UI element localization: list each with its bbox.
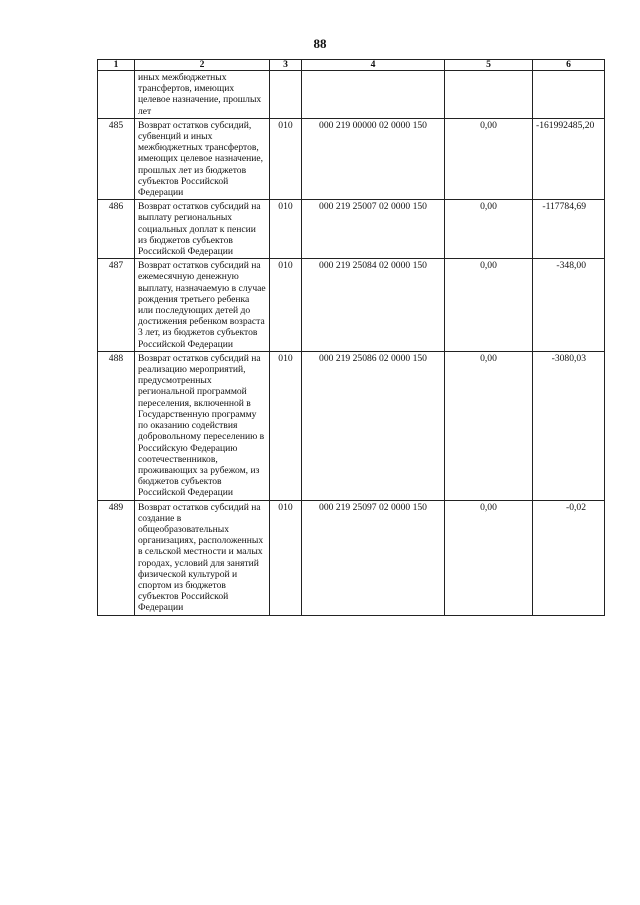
row-number: 487: [98, 259, 135, 352]
table-row: [98, 118, 605, 199]
header-col-4: 4: [302, 60, 445, 71]
row-code: 010: [270, 500, 302, 615]
row-code: 010: [270, 351, 302, 500]
row-col6: -161992485,20: [533, 118, 605, 199]
header-col-5: 5: [445, 60, 533, 71]
row-col6: -117784,69: [533, 200, 605, 259]
row-code: 010: [270, 259, 302, 352]
row-code: 010: [270, 200, 302, 259]
row-col5: 0,00: [445, 200, 533, 259]
row-kbk: 000 219 25097 02 0000 150: [302, 500, 445, 615]
budget-table: [97, 59, 605, 616]
row-name: Возврат остатков субсидий на выплату региональных социальных доплат к пенсии из бюджетов субъектов Российской Федерации: [135, 200, 270, 259]
row-col5: [445, 71, 533, 119]
row-kbk: 000 219 25086 02 0000 150: [302, 351, 445, 500]
header-col-1: 1: [98, 60, 135, 71]
row-kbk: 000 219 25007 02 0000 150: [302, 200, 445, 259]
table-row: [98, 71, 605, 119]
row-col6: -3080,03: [533, 351, 605, 500]
table-row: [98, 259, 605, 352]
row-col6: [533, 71, 605, 119]
row-col5: 0,00: [445, 259, 533, 352]
table-header-row: [98, 60, 605, 71]
row-number: [98, 71, 135, 119]
row-kbk: 000 219 25084 02 0000 150: [302, 259, 445, 352]
row-kbk: 000 219 00000 02 0000 150: [302, 118, 445, 199]
row-col5: 0,00: [445, 351, 533, 500]
header-col-3: 3: [270, 60, 302, 71]
row-name: Возврат остатков субсидий на создание в общеобразовательных организациях, расположенных в сельской местности и малых городах, условий для занятий физической культурой и спортом из бюджетов субъектов Российской Федерации: [135, 500, 270, 615]
table-row: [98, 200, 605, 259]
page-number: 88: [313, 36, 327, 51]
row-col6: -0,02: [533, 500, 605, 615]
row-number: 485: [98, 118, 135, 199]
table-row: [98, 351, 605, 500]
row-code: [270, 71, 302, 119]
header-col-6: 6: [533, 60, 605, 71]
row-number: 488: [98, 351, 135, 500]
row-name: Возврат остатков субсидий на реализацию мероприятий, предусмотренных региональной программой переселения, включенной в Государственную программу по оказанию содействия добровольному переселению в Российскую Федерацию соотечественников, проживающих за рубежом, из бюджетов субъектов Российской Федерации: [135, 351, 270, 500]
header-col-2: 2: [135, 60, 270, 71]
row-code: 010: [270, 118, 302, 199]
row-col6: -348,00: [533, 259, 605, 352]
row-col5: 0,00: [445, 500, 533, 615]
row-name: иных межбюджетных трансфертов, имеющих целевое назначение, прошлых лет: [135, 71, 270, 119]
row-kbk: [302, 71, 445, 119]
table-row: [98, 500, 605, 615]
row-number: 489: [98, 500, 135, 615]
row-name: Возврат остатков субсидий на ежемесячную денежную выплату, назначаемую в случае рождения третьего ребенка или последующих детей до достижения ребенком возраста 3 лет, из бюджетов субъектов Российской Федерации: [135, 259, 270, 352]
row-number: 486: [98, 200, 135, 259]
row-name: Возврат остатков субсидий, субвенций и иных межбюджетных трансфертов, имеющих целевое назначение, прошлых лет из бюджетов субъектов Российской Федерации: [135, 118, 270, 199]
row-col5: 0,00: [445, 118, 533, 199]
